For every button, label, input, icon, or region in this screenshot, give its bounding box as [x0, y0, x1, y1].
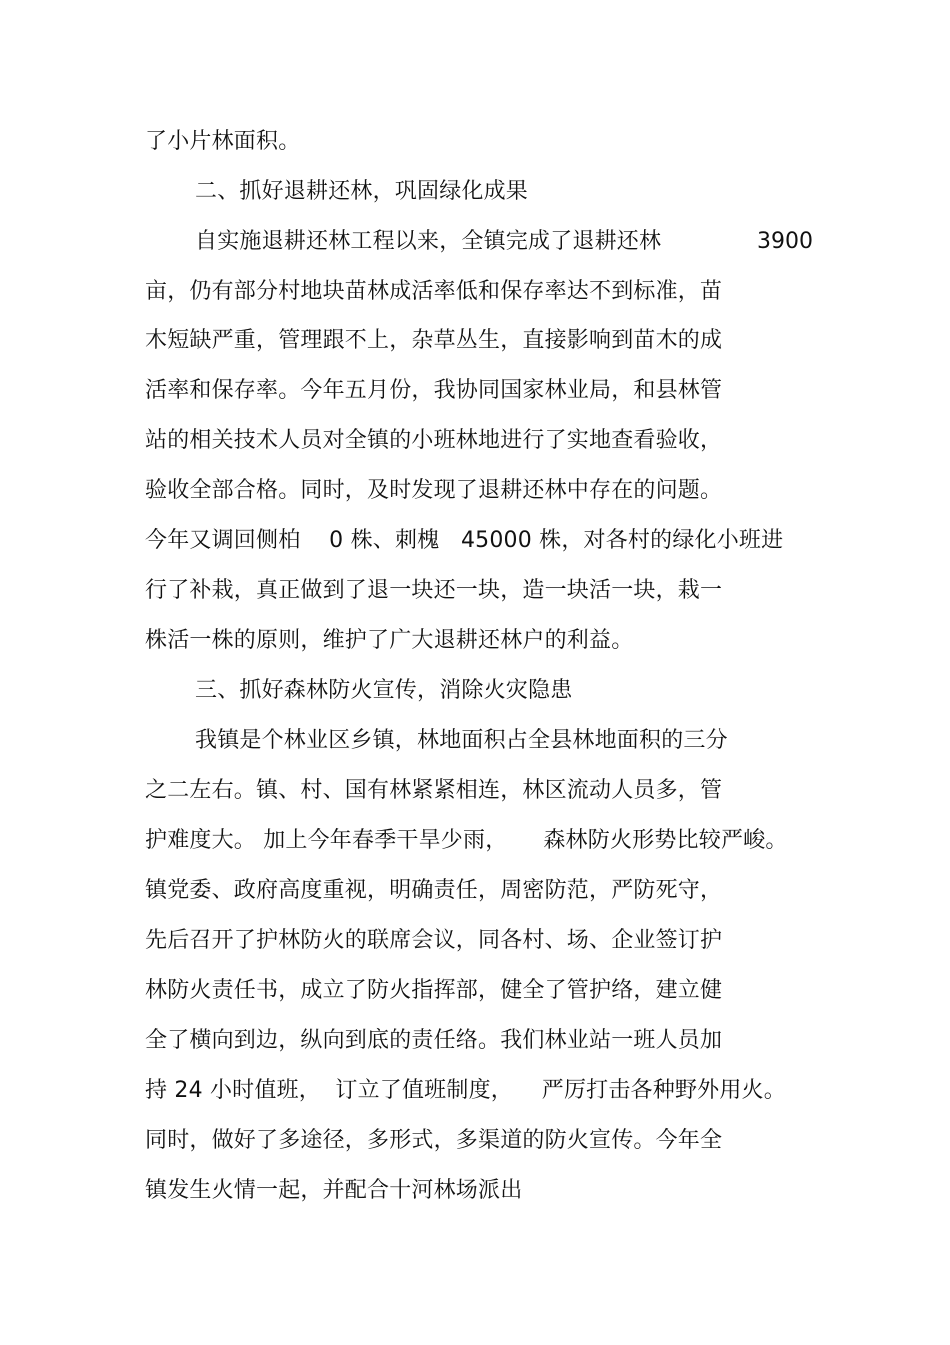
text-line: 木短缺严重，管理跟不上，杂草丛生，直接影响到苗木的成 [145, 328, 723, 353]
section-heading: 二、抓好退耕还林，巩固绿化成果 [195, 179, 529, 204]
text-line: 站的相关技术人员对全镇的小班林地进行了实地查看验收， [145, 428, 723, 453]
text-line: 全了横向到边，纵向到底的责任络。我们林业站一班人员加 [145, 1028, 723, 1053]
text-line: 自实施退耕还林工程以来，全镇完成了退耕还林 [195, 229, 662, 254]
text-line: 持 24 小时值班， 订立了值班制度， 严厉打击各种野外用火。 [145, 1078, 786, 1103]
text-line: 验收全部合格。同时，及时发现了退耕还林中存在的问题。 [145, 478, 723, 503]
number-value: 3900 [757, 229, 813, 254]
text-line: 亩，仍有部分村地块苗林成活率低和保存率达不到标准，苗 [145, 279, 723, 304]
text-line: 同时，做好了多途径，多形式，多渠道的防火宣传。今年全 [145, 1128, 723, 1153]
text-line: 株活一株的原则，维护了广大退耕还林户的利益。 [145, 628, 634, 653]
text-line: 镇党委、政府高度重视，明确责任，周密防范，严防死守， [145, 878, 723, 903]
text-line: 护难度大。 加上今年春季干旱少雨， 森林防火形势比较严峻。 [145, 828, 788, 853]
text-line: 了小片林面积。 [145, 129, 301, 154]
section-heading: 三、抓好森林防火宣传，消除火灾隐患 [195, 678, 573, 703]
text-line: 镇发生火情一起，并配合十河林场派出 [145, 1178, 523, 1203]
text-line: 先后召开了护林防火的联席会议，同各村、场、企业签订护 [145, 928, 723, 953]
text-line: 行了补栽，真正做到了退一块还一块，造一块活一块，栽一 [145, 578, 723, 603]
text-line: 活率和保存率。今年五月份，我协同国家林业局，和县林管 [145, 378, 723, 403]
text-line: 今年又调回侧柏 0 株、刺槐 45000 株，对各村的绿化小班进 [145, 528, 784, 553]
text-line: 林防火责任书，成立了防火指挥部，健全了管护络，建立健 [145, 978, 723, 1003]
text-line: 我镇是个林业区乡镇，林地面积占全县林地面积的三分 [195, 728, 728, 753]
text-line: 之二左右。镇、村、国有林紧紧相连，林区流动人员多，管 [145, 778, 723, 803]
